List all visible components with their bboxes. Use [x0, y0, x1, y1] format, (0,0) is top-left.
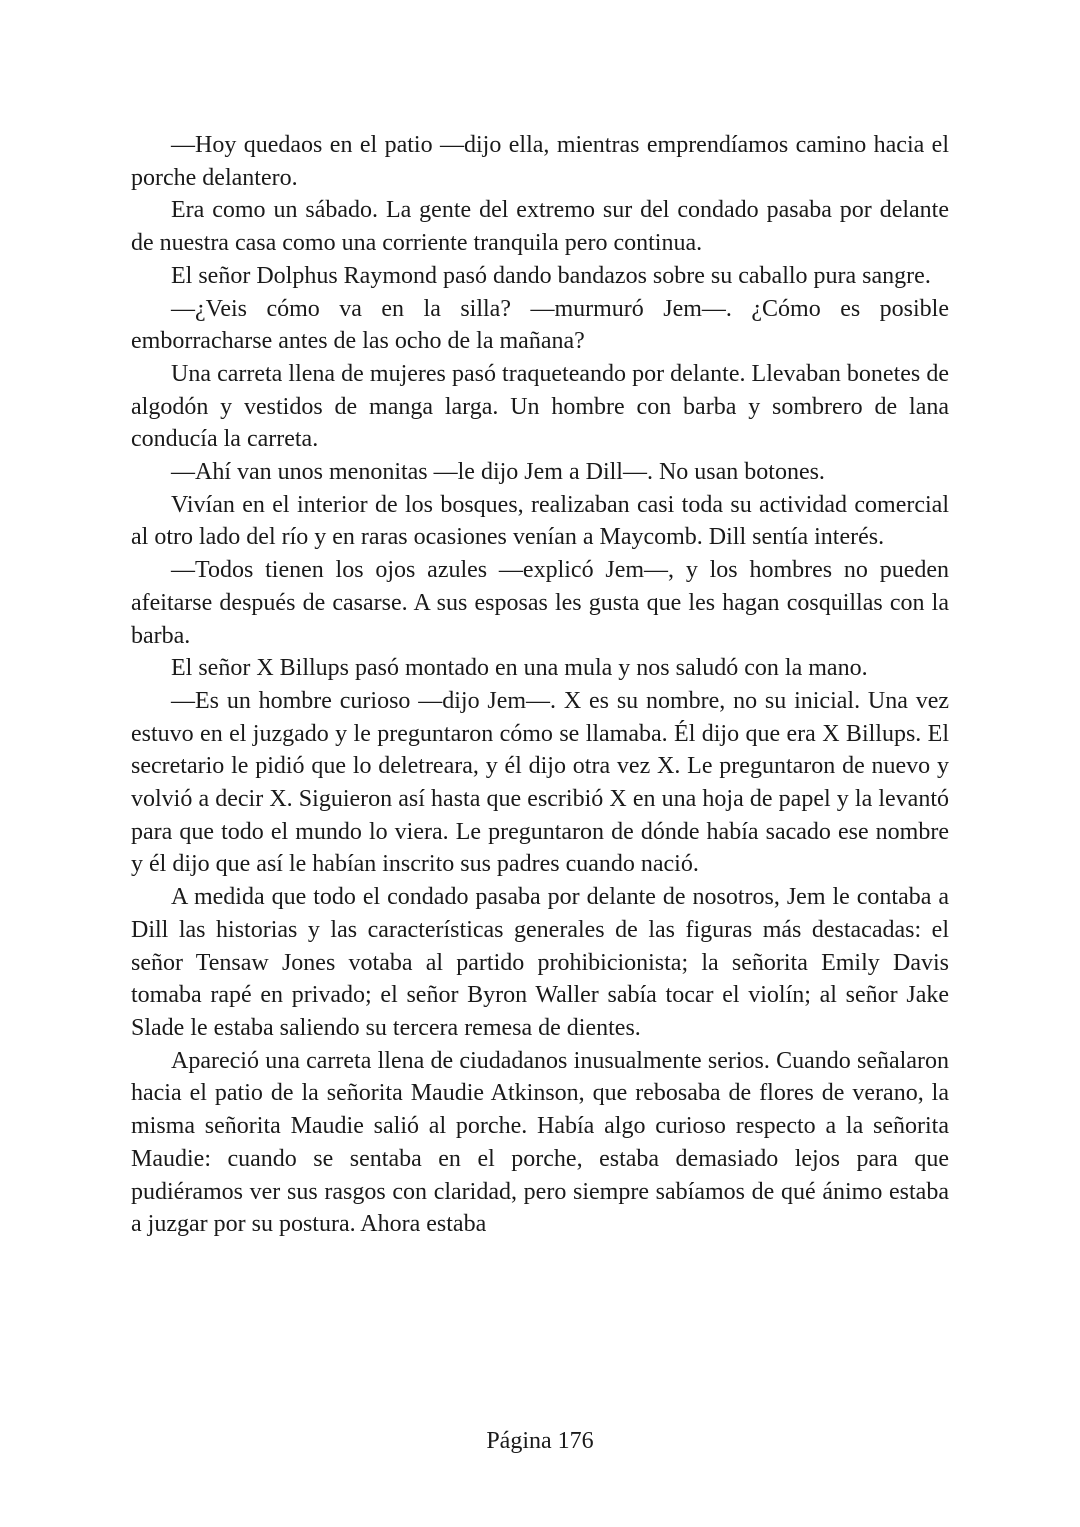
- paragraph: Una carreta llena de mujeres pasó traqueteando por delante. Llevaban bonetes de algodón y vestidos de manga larga. Un hombre con barba y sombrero de lana conducía la carreta.: [131, 360, 949, 453]
- paragraph: —Hoy quedaos en el patio —dijo ella, mientras emprendíamos camino hacia el porche delantero.: [131, 132, 949, 191]
- paragraph: Vivían en el interior de los bosques, realizaban casi toda su actividad comercial al otro lado del río y en raras ocasiones venían a Maycomb. Dill sentía interés.: [131, 491, 949, 551]
- paragraph: —Ahí van unos menonitas —le dijo Jem a Dill—. No usan botones.: [171, 459, 825, 486]
- paragraph: —Todos tienen los ojos azules —explicó Jem—, y los hombres no pueden afeitarse después de casarse. A sus esposas les gusta que les hagan cosquillas con la barba.: [131, 557, 949, 649]
- paragraph: Era como un sábado. La gente del extremo sur del condado pasaba por delante de nuestra casa como una corriente tranquila pero continua.: [131, 197, 949, 257]
- paragraph: A medida que todo el condado pasaba por delante de nosotros, Jem le contaba a Dill las historias y las características generales de las figuras más destacadas: el señor Tensaw Jones votaba al partido prohibicionista; la señorita Emily Davis tomaba rapé en privado; el señor Byron Waller sabía tocar el violín; al señor Jake Slade le estaba saliendo su tercera remesa de dientes.: [131, 884, 949, 1041]
- paragraph: El señor Dolphus Raymond pasó dando bandazos sobre su caballo pura sangre.: [171, 262, 931, 289]
- paragraph: —¿Veis cómo va en la silla? —murmuró Jem—. ¿Cómo es posible emborracharse antes de las ocho de la mañana?: [131, 295, 949, 355]
- page-body: [131, 129, 949, 1241]
- paragraph: El señor X Billups pasó montado en una mula y nos saludó con la mano.: [171, 655, 868, 682]
- paragraph: Apareció una carreta llena de ciudadanos inusualmente serios. Cuando señalaron hacia el patio de la señorita Maudie Atkinson, que rebosaba de flores de verano, la misma señorita Maudie salió al porche. Había algo curioso respecto a la señorita Maudie: cuando se sentaba en el porche, estaba demasiado lejos para que pudiéramos ver sus rasgos con claridad, pero siempre sabíamos de qué ánimo estaba a juzgar por su postura. Ahora estaba: [131, 1047, 949, 1238]
- paragraph: —Es un hombre curioso —dijo Jem—. X es su nombre, no su inicial. Una vez estuvo en el juzgado y le preguntaron cómo se llamaba. Él dijo que era X Billups. El secretario le pidió que lo deletreara, y él dijo otra vez X. Le preguntaron de nuevo y volvió a decir X. Siguieron así hasta que escribió X en una hoja de papel y la levantó para que todo el mundo lo viera. Le preguntaron de dónde había sacado ese nombre y él dijo que así le habían inscrito sus padres cuando nació.: [131, 687, 949, 878]
- page-number: Página 176: [486, 1428, 594, 1454]
